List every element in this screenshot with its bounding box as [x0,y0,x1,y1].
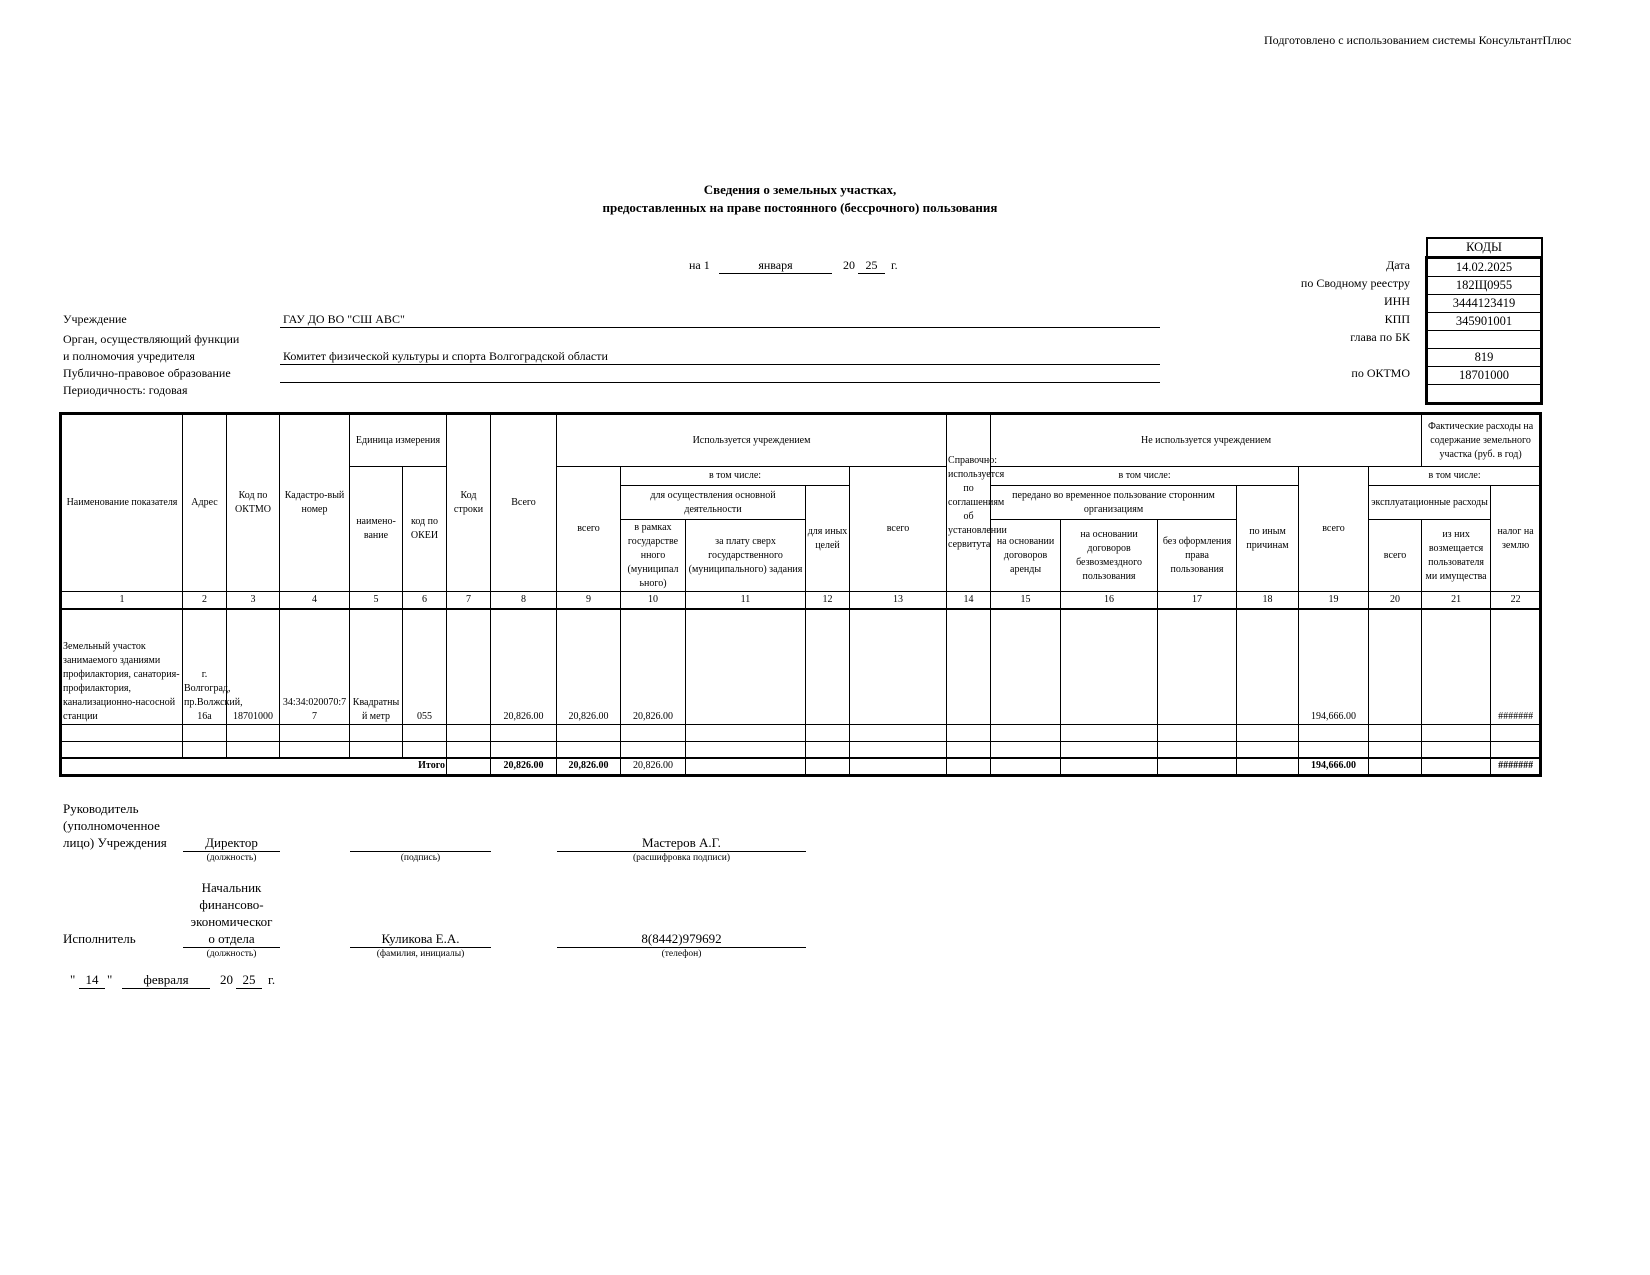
col-number: 11 [686,592,806,610]
total-state-task: 20,826.00 [621,758,686,775]
founder-label-1: Орган, осуществляющий функции [63,332,240,346]
table-row-empty [61,741,1541,758]
code-registry: 182Щ0955 [1427,277,1542,295]
codes-label-oktmo: по ОКТМО [1351,366,1410,380]
col-number: 16 [1061,592,1158,610]
signing-suffix: г. [268,972,276,987]
signing-year: 25 [236,972,262,989]
col-header-main-activity: для осуществления основной деятельности [621,486,806,520]
col-number: 3 [227,592,280,610]
row-reimbursed [1422,609,1491,724]
col-number: 20 [1369,592,1422,610]
col-number: 9 [557,592,621,610]
codes-label-date: Дата [1386,258,1410,272]
row-used-all: 20,826.00 [557,609,621,724]
caption-decoding: (расшифровка подписи) [633,853,730,863]
head-signature-line [350,835,491,852]
col-number: 19 [1299,592,1369,610]
col-header-expenses: Фактические расходы на содержание земельного участка (руб. в год) [1422,414,1541,467]
row-lease [991,609,1061,724]
col-header-used: Используется учреждением [557,414,947,467]
row-address: г. Волгоград, пр.Волжский, 16а [183,609,227,724]
col-header-total: Всего [491,414,557,592]
col-header-paid: за плату сверх государственного (муниципального) задания [686,520,806,592]
col-header-no-docs: без оформления права пользования [1158,520,1237,592]
row-other-goals [806,609,850,724]
signing-month: февраля [122,972,210,989]
col-number: 13 [850,592,947,610]
date-year: 25 [858,258,885,274]
code-date: 14.02.2025 [1427,258,1542,277]
caption-phone: (телефон) [661,949,702,959]
col-header-used-all: всего [557,467,621,592]
col-header-free-use: на основании договоров безвозмездного пользования [1061,520,1158,592]
date-suffix: г. [891,258,898,272]
head-position: Директор [183,835,280,852]
date-year-prefix: 20 [843,258,855,272]
col-number: 17 [1158,592,1237,610]
col-number: 10 [621,592,686,610]
code-empty [1427,385,1542,404]
col-header-unit-code: код по ОКЕИ [403,467,447,592]
row-unit-name: Квадратный метр [350,609,403,724]
row-land-tax: ####### [1491,609,1541,724]
col-number: 4 [280,592,350,610]
col-header-transferred: передано во временное пользование сторонним организациям [991,486,1237,520]
codes-box [1425,237,1543,405]
col-header-not-used: Не используется учреждением [991,414,1422,467]
total-label: Итого [61,758,447,775]
date-prefix: на 1 [689,258,710,272]
col-header-reimbursed: из них возмещается пользователя ми имущества [1422,520,1491,592]
founder-value: Комитет физической культуры и спорта Волгоградской области [280,349,1160,365]
col-header-operating: эксплуатационные расходы [1369,486,1491,520]
caption-position: (должность) [206,853,257,863]
row-not-used-all [947,609,991,724]
institution-label: Учреждение [63,312,127,326]
exec-position-4: о отдела [183,931,280,948]
col-header-name: Наименование показателя [61,414,183,592]
col-header-not-used-incl: в том числе: [991,467,1299,486]
codes-label-registry: по Сводному реестру [1300,276,1410,290]
date-month: января [719,258,832,274]
exec-position-1: Начальник [201,880,262,895]
col-number: 5 [350,592,403,610]
head-label-2: (уполномоченное [63,818,160,833]
signing-year-prefix: 20 [220,972,233,987]
col-header-unit-name: наимено-вание [350,467,403,592]
col-header-line-code: Код строки [447,414,491,592]
title-line-1: Сведения о земельных участках, [703,182,897,197]
col-number: 6 [403,592,447,610]
row-name: Земельный участок занимаемого зданиями профилактория, санатория-профилактория, канализационно-насосной станции [61,609,183,724]
institution-value: ГАУ ДО ВО "СШ АВС" [280,312,1160,328]
total-expenses-all: 194,666.00 [1299,758,1369,775]
col-header-other-goals: для иных целей [806,486,850,592]
period-label: Периодичность: годовая [63,383,188,397]
code-bk-empty [1427,331,1542,349]
col-number: 7 [447,592,491,610]
total-line-code [447,758,491,775]
col-header-servitude: Справочно: используется по соглашениям об установлении сервитута [947,414,991,592]
col-header-unit: Единица измерения [350,414,447,467]
public-entity-value [280,366,1160,383]
col-header-oktmo: Код по ОКТМО [227,414,280,592]
col-header-state-task: в рамках государстве нного (муниципал ьного) [621,520,686,592]
caption-fio: (фамилия, инициалы) [376,949,465,959]
exec-position-3: экономическог [190,914,273,929]
col-number: 1 [61,592,183,610]
total-land-tax: ####### [1491,758,1541,775]
row-state-task: 20,826.00 [621,609,686,724]
col-number: 15 [991,592,1061,610]
col-number: 12 [806,592,850,610]
codes-label-kpp: КПП [1384,312,1410,326]
row-unit-code: 055 [403,609,447,724]
col-header-used-incl: в том числе: [621,467,850,486]
col-number: 2 [183,592,227,610]
col-header-cadastre: Кадастро-вый номер [280,414,350,592]
head-name: Мастеров А.Г. [557,835,806,852]
code-kpp: 345901001 [1427,313,1542,331]
caption-exec-position: (должность) [206,949,257,959]
row-paid [686,609,806,724]
col-header-lease: на основании договоров аренды [991,520,1061,592]
row-cadastre: 34:34:020070:77 [280,609,350,724]
row-servitude [850,609,947,724]
date-quote-close: " [107,972,113,987]
code-bk: 819 [1427,349,1542,367]
col-header-operating-all: всего [1369,520,1422,592]
head-label-3: лицо) Учреждения [63,835,167,850]
founder-label-2: и полномочия учредителя [63,349,195,363]
col-number: 21 [1422,592,1491,610]
code-inn: 3444123419 [1427,295,1542,313]
row-total: 20,826.00 [491,609,557,724]
exec-position-2: финансово- [199,897,264,912]
row-oktmo: 18701000 [227,609,280,724]
head-label-1: Руководитель [63,801,139,816]
caption-signature: (подпись) [400,853,441,863]
row-line-code [447,609,491,724]
exec-name: Куликова Е.А. [350,931,491,948]
row-other-reasons [1237,609,1299,724]
col-number: 22 [1491,592,1541,610]
row-no-docs [1158,609,1237,724]
row-operating-all [1369,609,1422,724]
exec-phone: 8(8442)979692 [557,931,806,948]
col-header-land-tax: налог на землю [1491,486,1541,592]
row-free-use [1061,609,1158,724]
land-plots-table [59,412,1542,777]
title-line-2: предоставленных на праве постоянного (бессрочного) пользования [602,200,998,215]
header-note: Подготовлено с использованием системы КонсультантПлюс [1264,33,1572,47]
col-number: 14 [947,592,991,610]
executor-label: Исполнитель [63,931,136,946]
codes-label-bk: глава по БК [1350,330,1410,344]
total-used-all: 20,826.00 [557,758,621,775]
signing-day: 14 [79,972,105,989]
col-number: 8 [491,592,557,610]
public-entity-label: Публично-правовое образование [63,366,231,380]
col-header-other-reasons: по иным причинам [1237,486,1299,592]
total-total: 20,826.00 [491,758,557,775]
codes-label-inn: ИНН [1384,294,1410,308]
table-total-row [61,758,1541,775]
col-number: 18 [1237,592,1299,610]
col-header-expenses-incl: в том числе: [1369,467,1541,486]
col-header-not-used-all: всего [850,467,947,592]
codes-header: КОДЫ [1427,238,1542,258]
date-quote-open: " [70,972,76,987]
col-header-address: Адрес [183,414,227,592]
table-row-empty [61,724,1541,741]
table-row [61,609,1541,724]
code-oktmo: 18701000 [1427,367,1542,385]
col-header-expenses-all: всего [1299,467,1369,592]
row-expenses-all: 194,666.00 [1299,609,1369,724]
